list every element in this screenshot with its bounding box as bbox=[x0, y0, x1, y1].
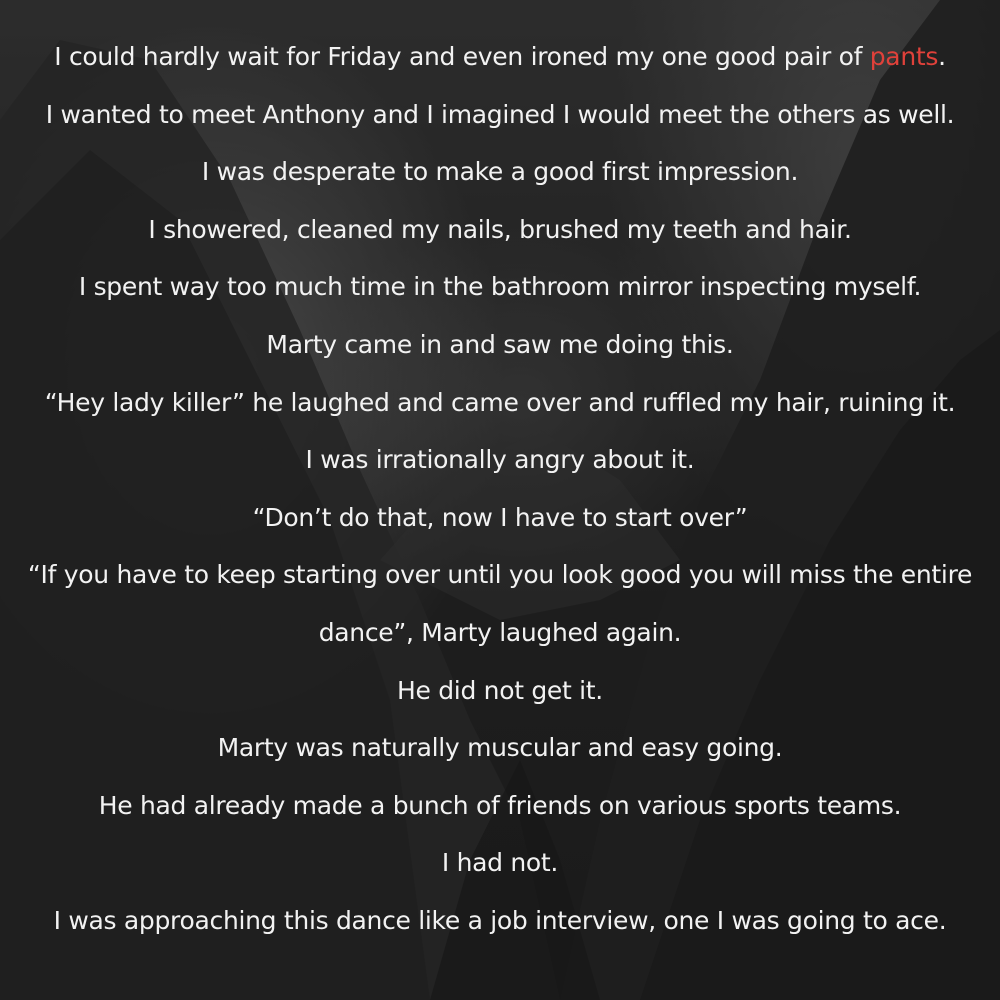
story-line-11: dance”, Marty laughed again. bbox=[318, 617, 682, 647]
story-line-15: I had not. bbox=[441, 848, 559, 878]
story-line-1-start: I could hardly wait for Friday and even ironed my one good pair of bbox=[54, 42, 870, 71]
story-line-7: “Hey lady killer” he laughed and came over and ruffled my hair, ruining it. bbox=[44, 387, 956, 417]
story-line-16: I was approaching this dance like a job interview, one I was going to ace. bbox=[53, 905, 947, 935]
story-line-3: I was desperate to make a good first impression. bbox=[201, 157, 799, 187]
story-line-1 bbox=[0, 28, 1000, 86]
story-line-4: I showered, cleaned my nails, brushed my teeth and hair. bbox=[148, 214, 852, 244]
story-line-14: He had already made a bunch of friends on various sports teams. bbox=[98, 790, 902, 820]
story-line-6: Marty came in and saw me doing this. bbox=[266, 329, 734, 359]
highlighted-word: pants bbox=[869, 42, 939, 71]
story-line-12: He did not get it. bbox=[397, 675, 603, 705]
story-line-9: “Don’t do that, now I have to start over” bbox=[252, 502, 748, 532]
story-text bbox=[0, 28, 1000, 950]
story-line-1-end: . bbox=[938, 42, 946, 71]
story-line-10: “If you have to keep starting over until you look good you will miss the entire bbox=[27, 560, 973, 590]
story-line-8: I was irrationally angry about it. bbox=[305, 445, 695, 475]
story-line-13: Marty was naturally muscular and easy going. bbox=[217, 733, 783, 763]
story-line-5: I spent way too much time in the bathroom mirror inspecting myself. bbox=[78, 272, 922, 302]
story-line-2: I wanted to meet Anthony and I imagined I would meet the others as well. bbox=[45, 99, 955, 129]
